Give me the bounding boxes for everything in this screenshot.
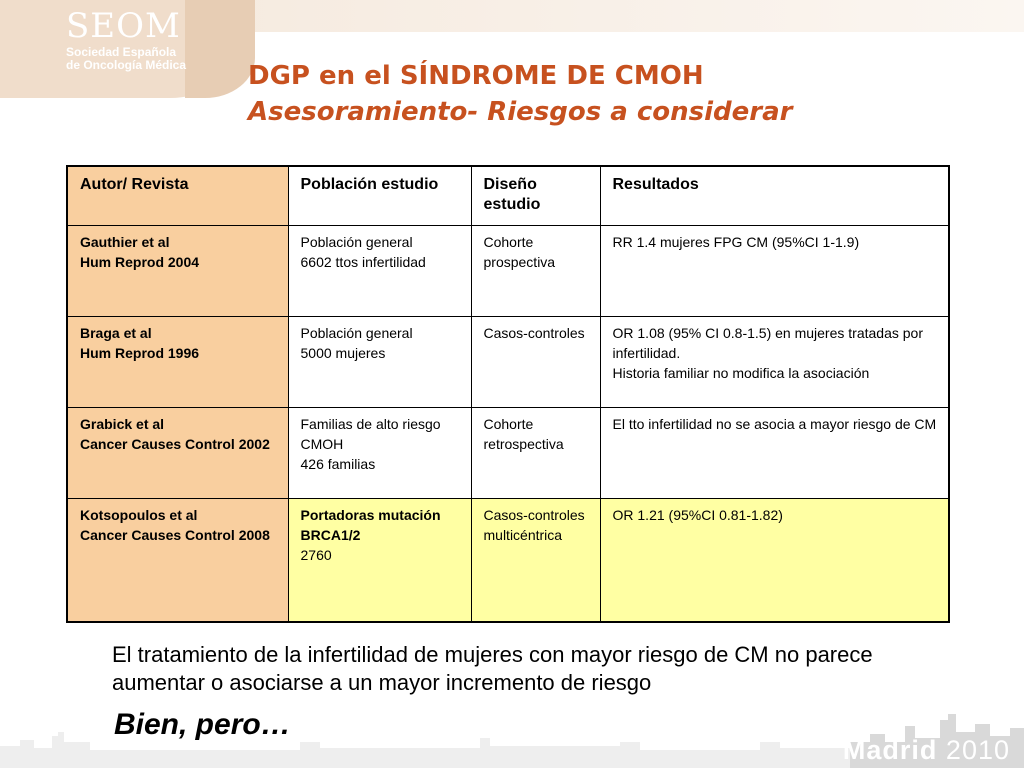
header-results: Resultados: [600, 166, 949, 226]
table-row: [67, 408, 949, 499]
cell-author: [67, 408, 288, 499]
header-author: Autor/ Revista: [67, 166, 288, 226]
cell-results: [600, 499, 949, 623]
cell-line: 426 familias: [300, 456, 376, 472]
cell-results: [600, 408, 949, 499]
cell-line: Casos-controles: [483, 507, 585, 523]
logo-subtitle-1: Sociedad Española: [66, 45, 177, 59]
cell-line: Cancer Causes Control 2008: [80, 527, 270, 543]
cell-line: retrospectiva: [483, 436, 564, 452]
cell-line: 2760: [300, 547, 332, 563]
cell-line: 5000 mujeres: [300, 345, 386, 361]
cell-population: [288, 226, 471, 317]
header-population: Población estudio: [288, 166, 471, 226]
cell-line: Braga et al: [80, 325, 152, 341]
cell-line: 6602 ttos infertilidad: [300, 254, 426, 270]
cell-design: [471, 499, 600, 623]
cell-line: Cohorte: [483, 234, 534, 250]
title-line-2: Asesoramiento- Riesgos a considerar: [248, 97, 793, 127]
cell-line: Hum Reprod 2004: [80, 254, 200, 270]
slide-title: [248, 58, 988, 130]
emphasis-text: Bien, pero…: [114, 708, 291, 741]
cell-line: OR 1.21 (95%CI 0.81-1.82): [612, 507, 783, 523]
cell-line: OR 1.08 (95% CI 0.8-1.5) en mujeres tratadas por infertilidad.: [612, 325, 923, 361]
cell-design: [471, 226, 600, 317]
logo-subtitle-2: de Oncología Médica: [66, 58, 187, 72]
cell-author: [67, 226, 288, 317]
cell-results: [600, 317, 949, 408]
cell-line: Portadoras mutación BRCA1/2: [300, 507, 441, 543]
madrid-city: Madrid: [842, 735, 938, 765]
cell-line: RR 1.4 mujeres FPG CM (95%CI 1-1.9): [612, 234, 860, 250]
cell-design: [471, 408, 600, 499]
table-row-highlighted: [67, 499, 949, 623]
studies-table: [66, 165, 950, 623]
cell-population: [288, 317, 471, 408]
table-header-row: [67, 166, 949, 226]
cell-line: Historia familiar no modifica la asociación: [612, 365, 870, 381]
cell-author: [67, 317, 288, 408]
cell-line: Gauthier et al: [80, 234, 170, 250]
cell-line: Kotsopoulos et al: [80, 507, 198, 523]
cell-line: Hum Reprod 1996: [80, 345, 200, 361]
cell-line: Familias de alto riesgo CMOH: [300, 416, 441, 452]
madrid-2010-logo: [843, 735, 1010, 766]
header-design: Diseño estudio: [471, 166, 600, 226]
seom-logo: [66, 6, 216, 86]
cell-line: Población general: [300, 234, 413, 250]
cell-design: [471, 317, 600, 408]
cell-population: [288, 499, 471, 623]
cell-line: prospectiva: [483, 254, 556, 270]
title-line-1: DGP en el SÍNDROME DE CMOH: [248, 61, 704, 91]
conclusion-text: El tratamiento de la infertilidad de mujeres con mayor riesgo de CM no parece aumentar o asociarse a un mayor incremento de riesgo: [112, 642, 873, 695]
cell-line: Cohorte: [483, 416, 534, 432]
cell-line: Grabick et al: [80, 416, 165, 432]
cell-line: Cancer Causes Control 2002: [80, 436, 270, 452]
table-row: [67, 226, 949, 317]
top-band: [230, 0, 1024, 32]
madrid-year: 2010: [945, 735, 1010, 765]
cell-results: [600, 226, 949, 317]
cell-line: multicéntrica: [483, 527, 563, 543]
cell-line: El tto infertilidad no se asocia a mayor riesgo de CM: [612, 416, 937, 432]
cell-line: Casos-controles: [483, 325, 585, 341]
cell-population: [288, 408, 471, 499]
cell-author: [67, 499, 288, 623]
logo-name: SEOM: [66, 6, 181, 46]
table-row: [67, 317, 949, 408]
cell-line: Población general: [300, 325, 413, 341]
